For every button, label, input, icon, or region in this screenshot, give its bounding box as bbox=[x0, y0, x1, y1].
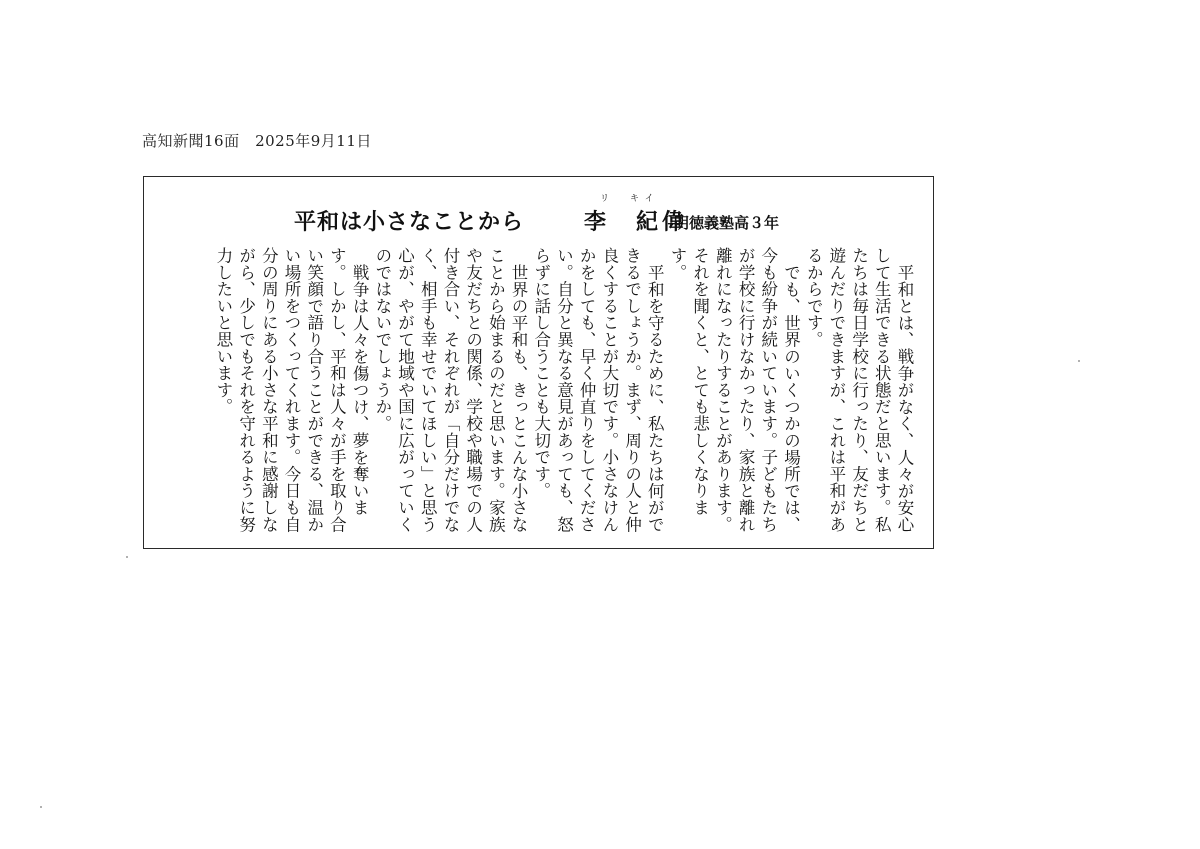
article-headline: 平和は小さなことから bbox=[294, 210, 525, 235]
source-line: 高知新聞16面 2025年9月11日 bbox=[142, 132, 372, 150]
scan-speck bbox=[1078, 360, 1080, 362]
scan-speck bbox=[126, 556, 128, 558]
body-paragraph: 平和とは、戦争がなく、人々が安心して生活できる状態だと思います。私たちは毎日学校に行ったり、友だちと遊んだりできますが、これは平和があるからです。 bbox=[804, 247, 914, 533]
newspaper-clipping bbox=[143, 176, 934, 549]
body-paragraph: でも、世界のいくつかの場所では、今も紛争が続いています。子どもたちが学校に行けなかったり、家族と離れ離れになったりすることがあります。それを聞くと、とても悲しくなります。 bbox=[667, 247, 801, 533]
author-reading: リ キイ bbox=[600, 194, 660, 204]
headline-row bbox=[294, 191, 894, 237]
article-author: 李 紀偉 bbox=[584, 210, 689, 235]
body-paragraph: 世界の平和も、きっとこんな小さなことから始まるのだと思います。家族や友だちとの関係、学校や職場での人付き合い、それぞれが「自分だけでなく、相手も幸せでいてほしい」と思う心が、やがて地域や国に広がっていくのではないでしょうか。 bbox=[372, 247, 529, 533]
article-body bbox=[211, 247, 915, 539]
author-affiliation: 明徳義塾高３年 bbox=[674, 214, 780, 232]
body-paragraph: 戦争は人々を傷つけ、夢を奪います。しかし、平和は人々が手を取り合い笑顔で語り合うことができる、温かい場所をつくってくれます。今日も自分の周りにある小さな平和に感謝しながら、少しでもそれを守れるように努力したいと思います。 bbox=[213, 247, 370, 533]
scan-speck bbox=[40, 806, 42, 808]
body-paragraph: 平和を守るために、私たちは何ができるでしょうか。まず、周りの人と仲良くすることが大切です。小さなけんかをしても、早く仲直りをしてください。自分と異なる意見があっても、怒らずに話し合うことも大切です。 bbox=[531, 247, 665, 533]
